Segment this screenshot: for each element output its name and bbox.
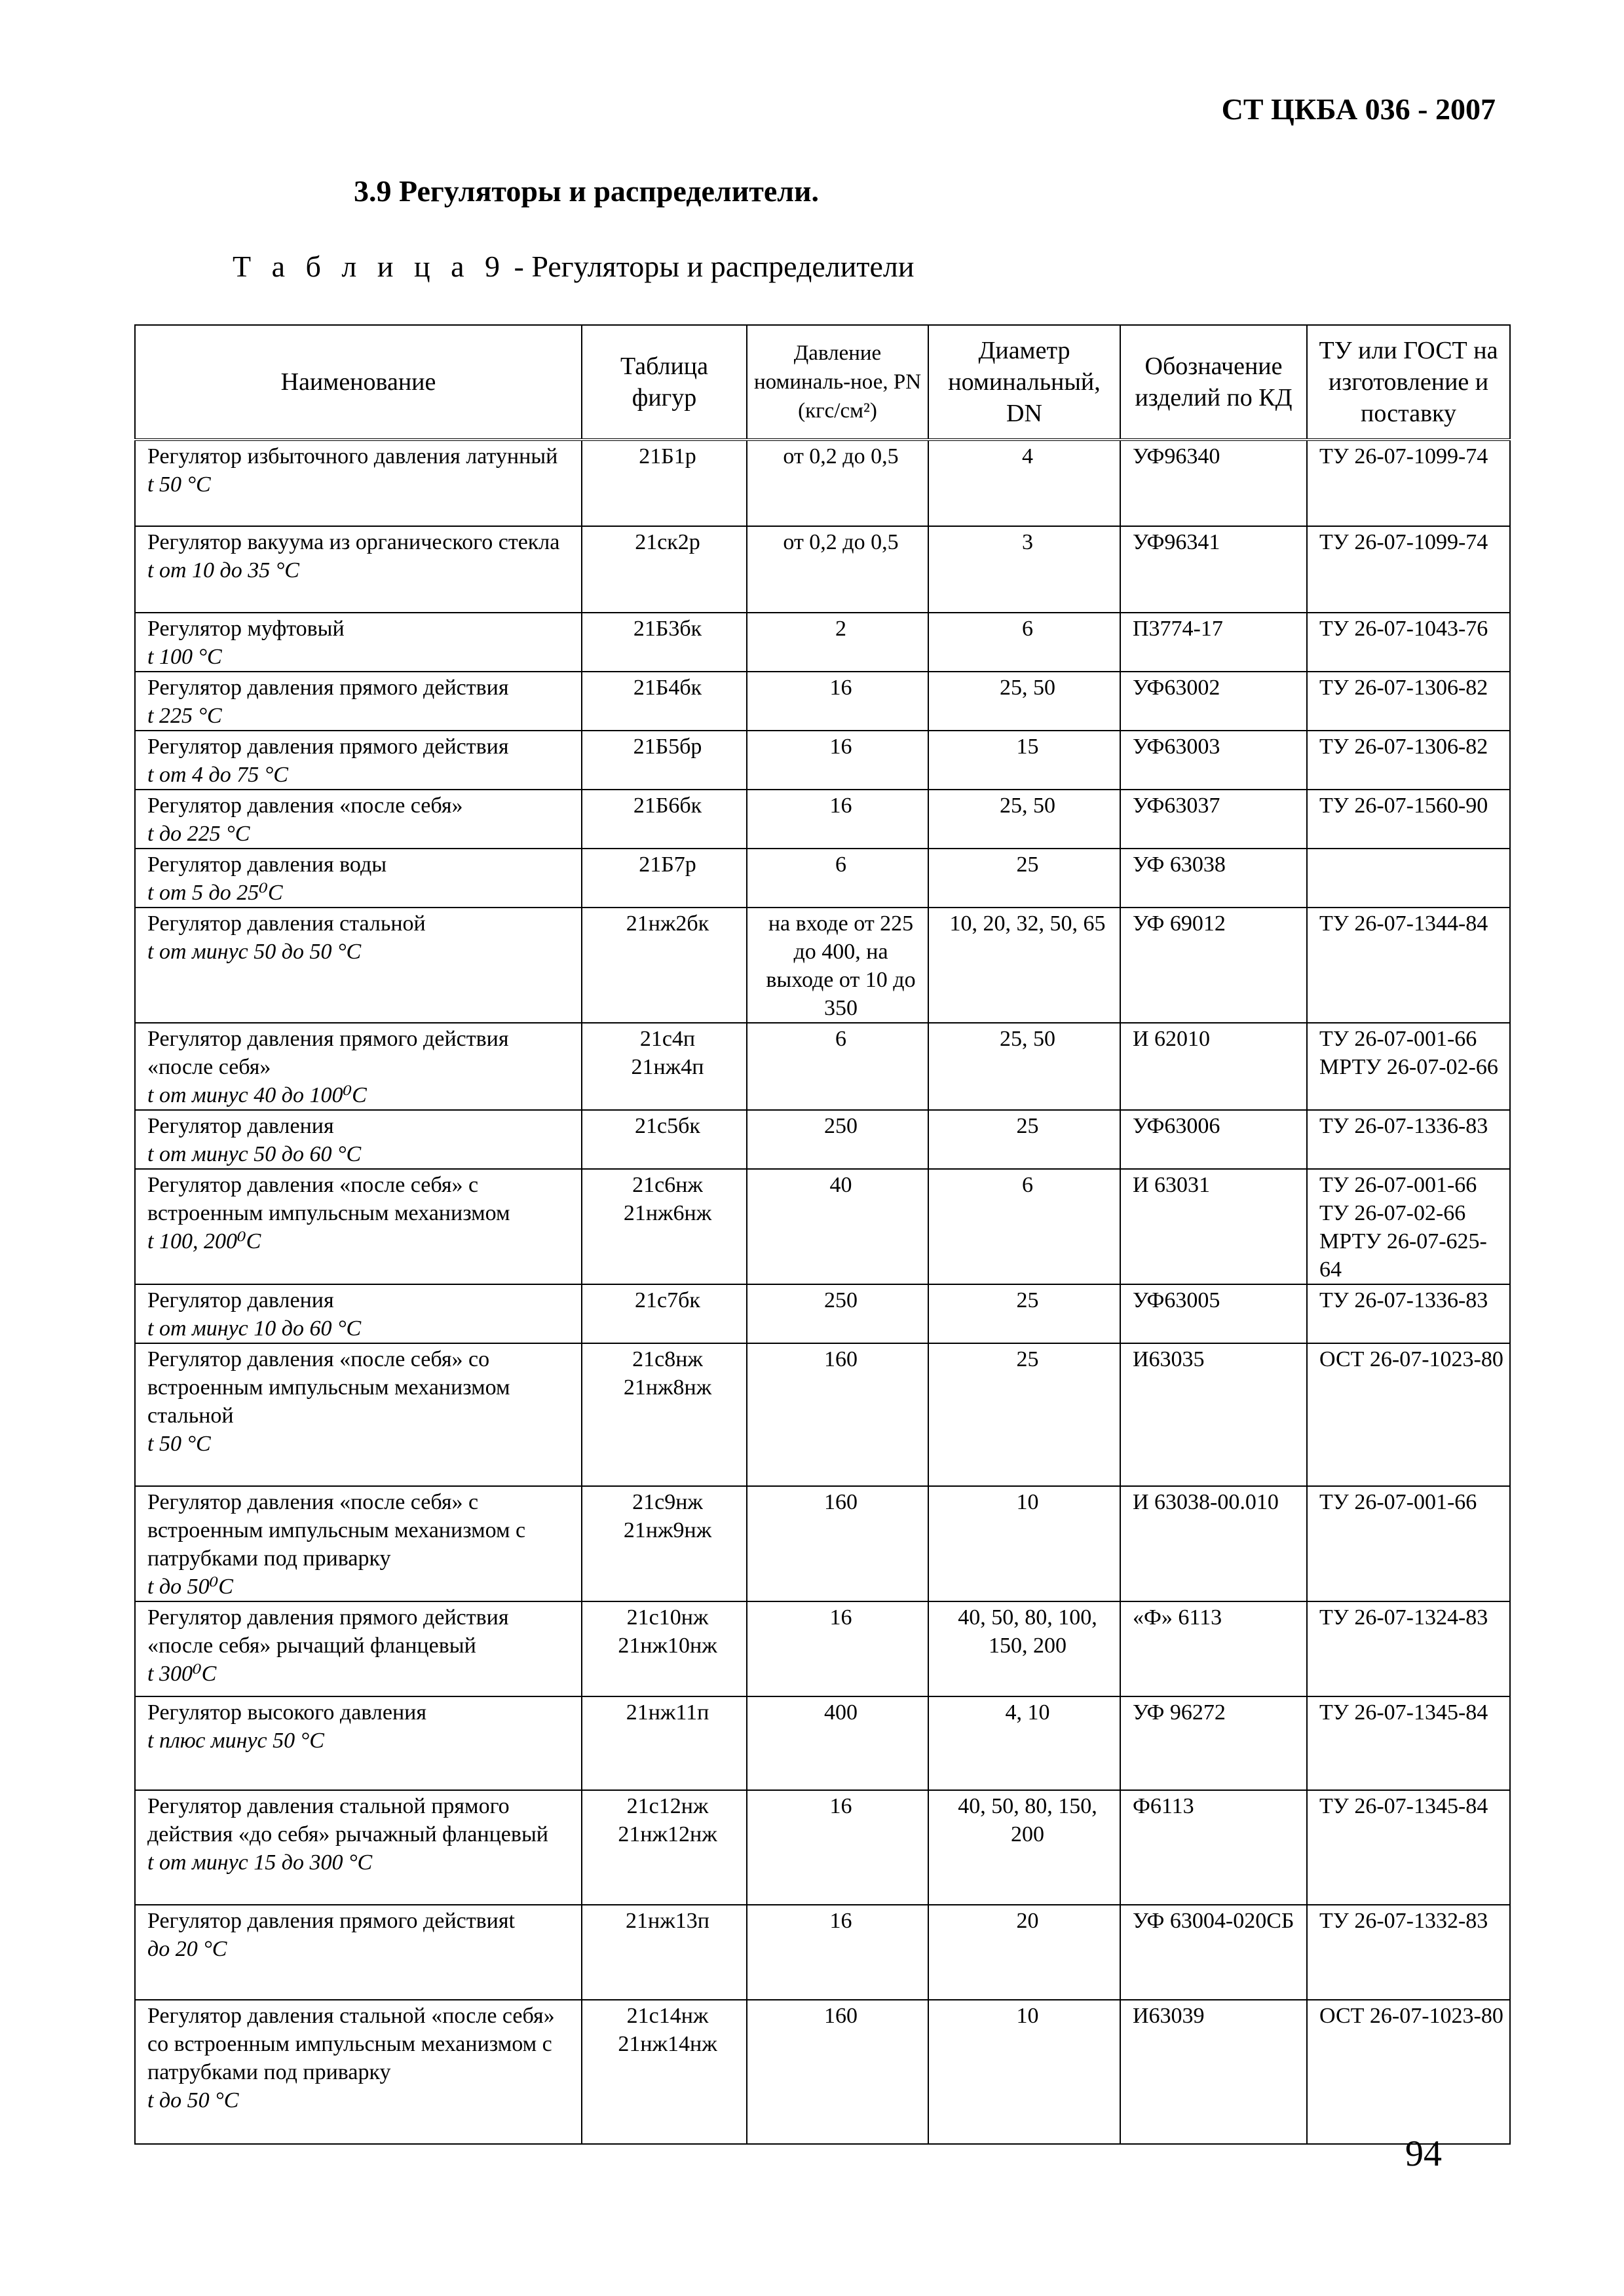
regulator-name: Регулятор давления «после себя» со встроенным импульсным механизмом стальной xyxy=(147,1347,510,1428)
cell-diameter: 40, 50, 80, 100, 150, 200 xyxy=(928,1601,1120,1696)
cell-standard xyxy=(1307,849,1510,908)
regulator-temperature: t от 5 до 25⁰С xyxy=(147,881,283,905)
table-row xyxy=(135,2000,1510,2144)
cell-figure-table: 21Б1р xyxy=(582,440,747,526)
cell-name xyxy=(135,1905,582,2000)
cell-diameter: 20 xyxy=(928,1905,1120,2000)
cell-pressure: 16 xyxy=(747,1905,928,2000)
cell-standard: ТУ 26-07-1332-83 xyxy=(1307,1905,1510,2000)
regulator-temperature: t 100, 200⁰С xyxy=(147,1229,261,1253)
table-row xyxy=(135,1343,1510,1486)
cell-figure-table: 21с9нж 21нж9нж xyxy=(582,1486,747,1601)
cell-designation: И63039 xyxy=(1120,2000,1307,2144)
cell-designation: УФ96341 xyxy=(1120,526,1307,613)
regulator-name: Регулятор давления xyxy=(147,1114,334,1138)
cell-name xyxy=(135,1343,582,1486)
cell-name xyxy=(135,1110,582,1169)
cell-pressure: 40 xyxy=(747,1169,928,1284)
cell-figure-table: 21с4п 21нж4п xyxy=(582,1023,747,1110)
cell-standard: ОСТ 26-07-1023-80 xyxy=(1307,2000,1510,2144)
cell-diameter: 6 xyxy=(928,613,1120,672)
cell-pressure: 250 xyxy=(747,1110,928,1169)
cell-diameter: 4 xyxy=(928,440,1120,526)
regulator-name: Регулятор давления «после себя» xyxy=(147,794,463,818)
cell-diameter: 25 xyxy=(928,1284,1120,1343)
regulators-table xyxy=(134,324,1511,2145)
cell-designation: «Ф» 6113 xyxy=(1120,1601,1307,1696)
cell-standard: ТУ 26-07-1306-82 xyxy=(1307,731,1510,790)
regulator-name: Регулятор давления прямого действияt xyxy=(147,1909,515,1933)
cell-pressure: 16 xyxy=(747,1601,928,1696)
cell-pressure: 250 xyxy=(747,1284,928,1343)
regulator-name: Регулятор избыточного давления латунный xyxy=(147,444,558,469)
table-row xyxy=(135,1110,1510,1169)
cell-standard: ТУ 26-07-1344-84 xyxy=(1307,908,1510,1023)
cell-name xyxy=(135,1486,582,1601)
regulator-name: Регулятор вакуума из органического стекла xyxy=(147,530,560,554)
cell-diameter: 25 xyxy=(928,1110,1120,1169)
cell-pressure: 6 xyxy=(747,1023,928,1110)
cell-figure-table: 21с7бк xyxy=(582,1284,747,1343)
cell-standard: ТУ 26-07-1324-83 xyxy=(1307,1601,1510,1696)
cell-figure-table: 21нж13п xyxy=(582,1905,747,2000)
regulator-temperature: t от 4 до 75 °С xyxy=(147,763,288,787)
cell-standard: ТУ 26-07-1336-83 xyxy=(1307,1110,1510,1169)
regulator-temperature: t до 50⁰С xyxy=(147,1575,233,1599)
cell-pressure: 16 xyxy=(747,1790,928,1905)
regulator-name: Регулятор давления стальной xyxy=(147,911,426,936)
regulator-name: Регулятор давления воды xyxy=(147,852,387,877)
regulator-name: Регулятор высокого давления xyxy=(147,1700,426,1725)
regulator-temperature: t от минус 40 до 100⁰С xyxy=(147,1083,367,1107)
cell-figure-table: 21с14нж 21нж14нж xyxy=(582,2000,747,2144)
cell-pressure: 160 xyxy=(747,1486,928,1601)
cell-name xyxy=(135,849,582,908)
table-row xyxy=(135,1023,1510,1110)
cell-standard: ТУ 26-07-1099-74 xyxy=(1307,526,1510,613)
regulator-temperature: t от 10 до 35 °С xyxy=(147,558,299,583)
table-body xyxy=(135,440,1510,2144)
header-figure-table: Таблица фигур xyxy=(582,325,747,440)
cell-diameter: 15 xyxy=(928,731,1120,790)
regulator-temperature: t 50 °С xyxy=(147,472,211,497)
cell-standard: ТУ 26-07-1345-84 xyxy=(1307,1790,1510,1905)
regulator-temperature: до 20 °С xyxy=(147,1937,227,1961)
cell-diameter: 25 xyxy=(928,1343,1120,1486)
cell-standard: ТУ 26-07-1306-82 xyxy=(1307,672,1510,731)
cell-pressure: от 0,2 до 0,5 xyxy=(747,526,928,613)
cell-designation: П3774-17 xyxy=(1120,613,1307,672)
regulator-temperature: t 50 °С xyxy=(147,1432,211,1456)
cell-name xyxy=(135,1696,582,1790)
cell-designation: И 63038-00.010 xyxy=(1120,1486,1307,1601)
table-caption-label: Т а б л и ц а 9 xyxy=(233,250,507,283)
cell-pressure: на входе от 225 до 400, на выходе от 10 до 350 xyxy=(747,908,928,1023)
cell-designation: УФ 96272 xyxy=(1120,1696,1307,1790)
regulator-name: Регулятор давления xyxy=(147,1288,334,1312)
table-caption-text: - Регуляторы и распределители xyxy=(506,250,915,283)
section-title: 3.9 Регуляторы и распределители. xyxy=(354,174,820,208)
cell-diameter: 25, 50 xyxy=(928,790,1120,849)
cell-standard: ТУ 26-07-001-66 МРТУ 26-07-02-66 xyxy=(1307,1023,1510,1110)
cell-designation: УФ96340 xyxy=(1120,440,1307,526)
cell-figure-table: 21Б3бк xyxy=(582,613,747,672)
regulator-temperature: t от минус 15 до 300 °С xyxy=(147,1850,373,1875)
cell-designation: УФ63037 xyxy=(1120,790,1307,849)
header-designation: Обозначение изделий по КД xyxy=(1120,325,1307,440)
regulator-name: Регулятор давления прямого действия «после себя» рычащий фланцевый xyxy=(147,1605,509,1658)
cell-diameter: 25, 50 xyxy=(928,1023,1120,1110)
cell-figure-table: 21с8нж 21нж8нж xyxy=(582,1343,747,1486)
regulator-name: Регулятор давления прямого действия «после себя» xyxy=(147,1027,509,1079)
cell-designation: И 63031 xyxy=(1120,1169,1307,1284)
cell-designation: УФ63003 xyxy=(1120,731,1307,790)
cell-figure-table: 21с5бк xyxy=(582,1110,747,1169)
cell-pressure: от 0,2 до 0,5 xyxy=(747,440,928,526)
cell-standard: ТУ 26-07-1099-74 xyxy=(1307,440,1510,526)
cell-standard: ОСТ 26-07-1023-80 xyxy=(1307,1343,1510,1486)
regulator-name: Регулятор муфтовый xyxy=(147,617,345,641)
cell-diameter: 4, 10 xyxy=(928,1696,1120,1790)
cell-figure-table: 21с6нж 21нж6нж xyxy=(582,1169,747,1284)
cell-standard: ТУ 26-07-1560-90 xyxy=(1307,790,1510,849)
table-row xyxy=(135,1601,1510,1696)
table-row xyxy=(135,1696,1510,1790)
cell-diameter: 25 xyxy=(928,849,1120,908)
cell-name xyxy=(135,1023,582,1110)
table-row xyxy=(135,849,1510,908)
cell-name xyxy=(135,790,582,849)
cell-figure-table: 21с12нж 21нж12нж xyxy=(582,1790,747,1905)
regulator-temperature: t до 225 °С xyxy=(147,822,250,846)
cell-pressure: 6 xyxy=(747,849,928,908)
cell-designation: УФ 63038 xyxy=(1120,849,1307,908)
cell-name xyxy=(135,440,582,526)
table-row xyxy=(135,1790,1510,1905)
regulator-temperature: t 300⁰С xyxy=(147,1662,217,1686)
table-row xyxy=(135,613,1510,672)
cell-name xyxy=(135,526,582,613)
cell-pressure: 400 xyxy=(747,1696,928,1790)
table-row xyxy=(135,1905,1510,2000)
cell-standard: ТУ 26-07-1043-76 xyxy=(1307,613,1510,672)
cell-figure-table: 21с10нж 21нж10нж xyxy=(582,1601,747,1696)
cell-figure-table: 21Б7р xyxy=(582,849,747,908)
cell-figure-table: 21Б4бк xyxy=(582,672,747,731)
table-row xyxy=(135,1284,1510,1343)
cell-designation: УФ63002 xyxy=(1120,672,1307,731)
regulator-temperature: t до 50 °С xyxy=(147,2088,239,2113)
regulator-name: Регулятор давления прямого действия xyxy=(147,735,509,759)
cell-standard: ТУ 26-07-001-66 ТУ 26-07-02-66 МРТУ 26-07-625-64 xyxy=(1307,1169,1510,1284)
cell-designation: УФ63005 xyxy=(1120,1284,1307,1343)
cell-pressure: 160 xyxy=(747,1343,928,1486)
regulator-name: Регулятор давления «после себя» с встроенным импульсным механизмом с патрубками под приварку xyxy=(147,1490,526,1571)
table-row xyxy=(135,1486,1510,1601)
header-nominal-pressure: Давление номиналь-ное, PN (кгс/см²) xyxy=(747,325,928,440)
cell-pressure: 16 xyxy=(747,731,928,790)
cell-name xyxy=(135,908,582,1023)
regulator-name: Регулятор давления «после себя» с встроенным импульсным механизмом xyxy=(147,1173,510,1225)
cell-designation: И 62010 xyxy=(1120,1023,1307,1110)
cell-designation: Ф6113 xyxy=(1120,1790,1307,1905)
cell-diameter: 10 xyxy=(928,2000,1120,2144)
cell-figure-table: 21ск2р xyxy=(582,526,747,613)
cell-designation: УФ 63004-020СБ xyxy=(1120,1905,1307,2000)
cell-name xyxy=(135,1790,582,1905)
cell-pressure: 16 xyxy=(747,790,928,849)
table-row xyxy=(135,908,1510,1023)
cell-diameter: 10 xyxy=(928,1486,1120,1601)
cell-figure-table: 21Б5бр xyxy=(582,731,747,790)
cell-designation: УФ 69012 xyxy=(1120,908,1307,1023)
cell-name xyxy=(135,613,582,672)
table-row xyxy=(135,526,1510,613)
regulator-temperature: t от минус 50 до 60 °С xyxy=(147,1142,362,1166)
cell-diameter: 3 xyxy=(928,526,1120,613)
cell-pressure: 160 xyxy=(747,2000,928,2144)
cell-name xyxy=(135,731,582,790)
cell-designation: И63035 xyxy=(1120,1343,1307,1486)
table-row xyxy=(135,1169,1510,1284)
regulator-name: Регулятор давления стальной «после себя» со встроенным импульсным механизмом с патрубками под приварку xyxy=(147,2004,555,2084)
cell-figure-table: 21нж11п xyxy=(582,1696,747,1790)
table-row xyxy=(135,790,1510,849)
regulator-temperature: t 225 °С xyxy=(147,704,222,728)
cell-diameter: 10, 20, 32, 50, 65 xyxy=(928,908,1120,1023)
cell-name xyxy=(135,1169,582,1284)
cell-name xyxy=(135,1284,582,1343)
regulator-temperature: t плюс минус 50 °С xyxy=(147,1729,324,1753)
cell-figure-table: 21нж2бк xyxy=(582,908,747,1023)
regulator-temperature: t от минус 10 до 60 °С xyxy=(147,1316,362,1341)
cell-diameter: 6 xyxy=(928,1169,1120,1284)
header-standard: ТУ или ГОСТ на изготовление и поставку xyxy=(1307,325,1510,440)
cell-standard: ТУ 26-07-001-66 xyxy=(1307,1486,1510,1601)
regulator-name: Регулятор давления прямого действия xyxy=(147,676,509,700)
cell-diameter: 40, 50, 80, 150, 200 xyxy=(928,1790,1120,1905)
cell-name xyxy=(135,672,582,731)
cell-name xyxy=(135,2000,582,2144)
cell-name xyxy=(135,1601,582,1696)
header-name: Наименование xyxy=(135,325,582,440)
page-number: 94 xyxy=(1405,2133,1442,2174)
cell-pressure: 16 xyxy=(747,672,928,731)
cell-standard: ТУ 26-07-1336-83 xyxy=(1307,1284,1510,1343)
table-caption xyxy=(233,249,914,284)
cell-standard: ТУ 26-07-1345-84 xyxy=(1307,1696,1510,1790)
regulator-name: Регулятор давления стальной прямого действия «до себя» рычажный фланцевый xyxy=(147,1794,548,1846)
cell-designation: УФ63006 xyxy=(1120,1110,1307,1169)
cell-pressure: 2 xyxy=(747,613,928,672)
document-code: СТ ЦКБА 036 - 2007 xyxy=(1221,92,1496,126)
cell-figure-table: 21Б6бк xyxy=(582,790,747,849)
table-header-row xyxy=(135,325,1510,440)
header-nominal-diameter: Диаметр номинальный, DN xyxy=(928,325,1120,440)
regulator-temperature: t от минус 50 до 50 °С xyxy=(147,940,362,964)
table-row xyxy=(135,440,1510,526)
cell-diameter: 25, 50 xyxy=(928,672,1120,731)
regulator-temperature: t 100 °С xyxy=(147,645,222,669)
table-row xyxy=(135,672,1510,731)
table-row xyxy=(135,731,1510,790)
